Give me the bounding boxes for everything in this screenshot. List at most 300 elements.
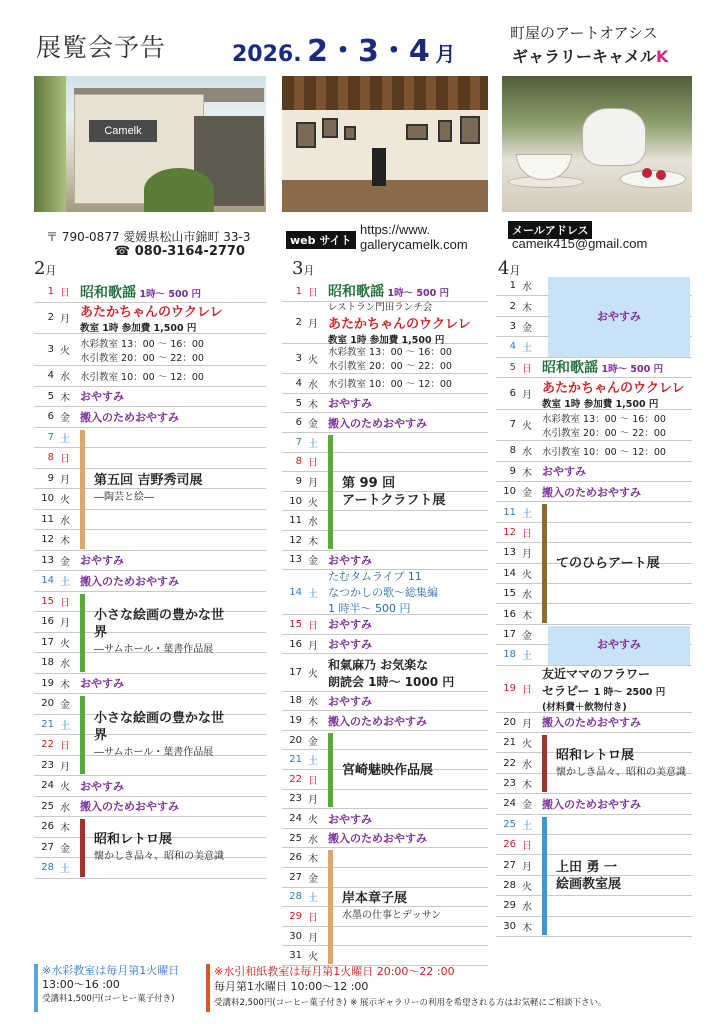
website-url-line1: https://www. xyxy=(360,222,431,237)
day-number: 23 xyxy=(41,759,54,771)
day-number: 1 xyxy=(295,285,302,297)
calendar-row xyxy=(34,428,266,449)
weekday: 土 xyxy=(308,756,318,768)
day-number: 10 xyxy=(503,486,516,498)
event-cell xyxy=(76,282,266,302)
weekday: 木 xyxy=(522,467,532,479)
weekday: 月 xyxy=(308,318,318,330)
day-number: 2 xyxy=(509,300,516,312)
exhibit-bar xyxy=(80,819,85,877)
exhibit-bar xyxy=(542,817,547,935)
day-number: 18 xyxy=(289,695,302,707)
exhibit-name: 絵画教室展 xyxy=(556,876,622,892)
calendar-row xyxy=(282,394,488,414)
day-number: 28 xyxy=(289,891,302,903)
event-cell xyxy=(76,369,266,383)
closed-note: おやすみ xyxy=(80,779,124,793)
calendar-row xyxy=(496,358,692,378)
weekday: 火 xyxy=(308,815,318,827)
weekday: 月 xyxy=(522,718,532,730)
weekday: 水 xyxy=(522,759,532,771)
event-title: 昭和歌謡 xyxy=(80,284,136,301)
day-number: 21 xyxy=(289,754,302,766)
day-number: 1 xyxy=(509,280,516,292)
event-title: あたかちゃんのウクレレ xyxy=(328,316,471,332)
weekday: 水 xyxy=(522,902,532,914)
weekday: 月 xyxy=(308,640,318,652)
exhibit-bar xyxy=(80,594,85,672)
day-number: 12 xyxy=(503,527,516,539)
calendar-row xyxy=(34,366,266,387)
weekday: 水 xyxy=(308,697,318,709)
month-number: 4 xyxy=(498,258,510,279)
weekday: 水 xyxy=(522,590,532,602)
weekday: 月 xyxy=(60,314,70,326)
exhibit-bar xyxy=(542,504,547,622)
weekday: 木 xyxy=(308,854,318,866)
artwork-shape xyxy=(406,124,428,140)
exhibit-name: 界 xyxy=(94,625,108,641)
weekday: 金 xyxy=(522,631,532,643)
teapot-shape xyxy=(582,108,646,166)
day-number: 24 xyxy=(503,798,516,810)
day-number: 4 xyxy=(509,341,516,353)
exhibit-subtitle: 水墨の仕事とデッサン xyxy=(342,910,442,922)
weekday: 月 xyxy=(308,932,318,944)
event-cell xyxy=(538,377,692,410)
event-cell xyxy=(538,444,692,458)
day-number: 6 xyxy=(509,387,516,399)
day-number: 30 xyxy=(503,920,516,932)
day-number: 23 xyxy=(503,777,516,789)
weekday: 土 xyxy=(60,433,70,445)
event-title: 昭和歌謡 xyxy=(328,284,384,301)
day-number: 17 xyxy=(41,636,54,648)
weekday: 金 xyxy=(522,800,532,812)
calendar-row xyxy=(34,387,266,408)
calendar-row xyxy=(282,374,488,394)
day-number: 26 xyxy=(41,821,54,833)
weekday: 日 xyxy=(308,913,318,925)
event-cell xyxy=(76,336,266,364)
calendar-row xyxy=(282,453,488,473)
weekday: 金 xyxy=(60,700,70,712)
weekday: 火 xyxy=(308,354,318,366)
day-number: 9 xyxy=(295,475,302,487)
closed-note: おやすみ xyxy=(328,397,372,411)
day-number: 11 xyxy=(289,515,302,527)
event-detail: なつかしの歌～総集編 xyxy=(328,586,438,600)
weekday: 月 xyxy=(308,795,318,807)
closed-box: おやすみ xyxy=(548,277,690,357)
weekday: 火 xyxy=(522,569,532,581)
website-link[interactable] xyxy=(360,222,468,252)
weekday: 土 xyxy=(522,508,532,520)
event-detail: レストラン門田ランチ会 xyxy=(328,301,433,313)
event-detail: 朗読会 1時～ 1000 円 xyxy=(328,674,455,689)
fee-note: 受講料2,500円(コーヒー菓子付き) xyxy=(214,998,347,1008)
month-unit: 月 xyxy=(509,264,521,277)
event-cell xyxy=(324,568,488,616)
day-number: 13 xyxy=(503,547,516,559)
day-number: 17 xyxy=(289,667,302,678)
calendar-row xyxy=(282,615,488,635)
calendar-row xyxy=(496,584,692,604)
weekday: 土 xyxy=(60,577,70,589)
event-block xyxy=(542,411,692,439)
exhibit-subtitle: ―サムホール・葉書作品展 xyxy=(94,644,214,656)
exhibit-bar xyxy=(80,430,85,549)
event-cell xyxy=(324,636,488,652)
event-block xyxy=(328,568,488,616)
page-title: 展覧会予告 xyxy=(36,33,167,62)
closed-note: 搬入のためおやすみ xyxy=(80,574,179,588)
weekday: 火 xyxy=(522,421,532,433)
exhibit-name: 第 99 回 xyxy=(342,475,396,491)
day-number: 5 xyxy=(509,361,516,373)
event-cell xyxy=(76,675,266,691)
weekday: 日 xyxy=(522,363,532,375)
weekday: 日 xyxy=(60,288,70,300)
exhibit-title xyxy=(94,831,264,865)
exhibit-title xyxy=(556,859,690,893)
day-number: 11 xyxy=(41,513,54,525)
day-number: 14 xyxy=(503,567,516,579)
calendar-row xyxy=(34,448,266,469)
event-block xyxy=(328,344,488,372)
exhibit-name: 昭和レトロ展 xyxy=(556,747,635,763)
weekday: 月 xyxy=(522,389,532,401)
exhibit-title xyxy=(342,890,486,924)
exhibit-name: 第五回 吉野秀司展 xyxy=(94,473,203,489)
weekday: 水 xyxy=(60,802,70,814)
calendar-row xyxy=(34,797,266,818)
exhibit-subtitle: 懐かしき品々、昭和の美意識 xyxy=(94,850,224,862)
calendar-row xyxy=(496,794,692,814)
weekday: 火 xyxy=(308,497,318,509)
weekday: 木 xyxy=(60,392,70,404)
mail-tag: メールアドレス xyxy=(508,221,592,239)
artwork-shape xyxy=(344,126,356,140)
weekday: 日 xyxy=(308,287,318,299)
day-number: 4 xyxy=(47,370,54,382)
exhibit-title xyxy=(342,475,486,509)
exhibit-title xyxy=(556,555,690,572)
period-heading xyxy=(232,26,455,70)
month-number: 3 xyxy=(292,258,304,279)
calendar-row xyxy=(496,896,692,916)
weekday: 金 xyxy=(308,736,318,748)
day-number: 9 xyxy=(509,465,516,477)
calendar-row xyxy=(496,502,692,522)
day-number: 28 xyxy=(503,879,516,891)
bush-shape xyxy=(144,168,214,212)
day-number: 11 xyxy=(503,506,516,518)
exhibit-bar xyxy=(328,850,333,964)
calendar-february xyxy=(34,282,266,879)
day-number: 3 xyxy=(295,352,302,364)
calendar-row xyxy=(496,835,692,855)
exhibit-title xyxy=(94,472,264,506)
event-cell xyxy=(538,796,692,812)
day-number: 3 xyxy=(509,320,516,332)
month-label-feb xyxy=(34,258,56,279)
event-cell xyxy=(538,463,692,479)
day-number: 20 xyxy=(289,734,302,746)
event-detail: 水引教室 10：00 ～ 12：00 xyxy=(80,371,204,383)
weekday: 土 xyxy=(308,893,318,905)
day-number: 12 xyxy=(41,534,54,546)
weekday: 土 xyxy=(60,864,70,876)
closed-note: おやすみ xyxy=(80,390,124,404)
address: 〒 790-0877 愛媛県松山市錦町 33-3 xyxy=(46,230,251,244)
event-cell xyxy=(324,713,488,729)
exhibit-title xyxy=(556,747,690,781)
day-number: 4 xyxy=(295,377,302,389)
gallery-name-k: K xyxy=(656,47,669,66)
closed-note: おやすみ xyxy=(80,554,124,568)
day-number: 20 xyxy=(503,716,516,728)
event-block xyxy=(328,299,488,346)
gallery-subtitle: 町屋のアートオアシス xyxy=(510,24,658,42)
weekday: 火 xyxy=(60,495,70,507)
event-detail: 1時～ 500 円 xyxy=(387,288,450,300)
weekday: 日 xyxy=(60,741,70,753)
day-number: 7 xyxy=(47,431,54,443)
day-number: 15 xyxy=(41,595,54,607)
exhibit-name: 昭和レトロ展 xyxy=(94,831,173,847)
month-unit: 月 xyxy=(303,264,315,277)
day-number: 27 xyxy=(289,871,302,883)
exhibit-name: アートクラフト展 xyxy=(342,492,446,508)
weekday: 木 xyxy=(60,679,70,691)
weekday: 火 xyxy=(522,881,532,893)
event-detail: (材料費＋飲物付き) xyxy=(542,701,627,713)
day-number: 26 xyxy=(503,839,516,851)
day-number: 25 xyxy=(503,818,516,830)
exhibit-name: 岸本章子展 xyxy=(342,891,408,907)
event-title: あたかちゃんのウクレレ xyxy=(80,305,223,321)
weekday: 木 xyxy=(308,536,318,548)
artwork-shape xyxy=(296,122,316,148)
calendar-row xyxy=(282,711,488,731)
exhibit-name: 上田 勇 一 xyxy=(556,859,618,875)
event-cell xyxy=(76,573,266,589)
day-number: 28 xyxy=(41,862,54,874)
berry-shape xyxy=(656,170,666,180)
weekday: 火 xyxy=(60,346,70,358)
event-detail: 教室 1時 参加費 1,500 円 xyxy=(80,323,197,335)
event-cell xyxy=(538,484,692,500)
calendar-row xyxy=(496,482,692,502)
event-block xyxy=(542,377,692,410)
exhibit-bar xyxy=(542,735,547,792)
day-number: 19 xyxy=(41,677,54,689)
closed-note: おやすみ xyxy=(542,465,586,479)
note-line: ※水引和紙教室は毎月第1火曜日 20:00～22 :00 xyxy=(214,965,455,978)
day-number: 5 xyxy=(47,390,54,402)
gallery-name xyxy=(512,44,668,67)
calendar-row xyxy=(282,927,488,947)
event-cell xyxy=(324,811,488,827)
weekday: 日 xyxy=(308,775,318,787)
day-number: 22 xyxy=(289,773,302,785)
event-detail: 教室 1時 参加費 1,500 円 xyxy=(542,398,659,410)
phone-number[interactable]: ☎ 080-3164-2770 xyxy=(114,244,246,259)
event-cell xyxy=(76,301,266,334)
weekday: 日 xyxy=(522,841,532,853)
note-line: 毎月第1水曜日 10:00～12 :00 xyxy=(214,980,369,993)
weekday: 水 xyxy=(522,447,532,459)
event-cell xyxy=(538,665,692,713)
weekday: 金 xyxy=(522,322,532,334)
closed-note: 搬入のためおやすみ xyxy=(80,800,179,814)
closed-note: おやすみ xyxy=(328,618,372,632)
email-link[interactable]: cameik415@gmail.com xyxy=(512,236,648,251)
weekday: 日 xyxy=(308,620,318,632)
plate-shape xyxy=(620,170,686,188)
day-number: 16 xyxy=(289,638,302,650)
day-number: 29 xyxy=(289,911,302,923)
note-line: 受講料1,500円(コーヒー菓子付き) xyxy=(42,994,175,1004)
weekday: 月 xyxy=(522,549,532,561)
event-detail: 水彩教室 13：00 ～ 16：00 xyxy=(542,413,666,425)
event-title: たむタムライブ 11 xyxy=(328,570,422,584)
calendar-row xyxy=(282,344,488,374)
weekday: 月 xyxy=(60,618,70,630)
event-cell xyxy=(324,299,488,346)
day-number: 5 xyxy=(295,397,302,409)
day-number: 26 xyxy=(289,852,302,864)
day-number: 10 xyxy=(289,495,302,507)
exhibit-subtitle: ―陶芸と絵― xyxy=(94,492,154,504)
day-number: 30 xyxy=(289,930,302,942)
calendar-march xyxy=(282,282,488,966)
day-number: 2 xyxy=(295,316,302,328)
weekday: 木 xyxy=(522,922,532,934)
day-number: 1 xyxy=(47,286,54,298)
event-detail: 水彩教室 13：00 ～ 16：00 xyxy=(328,347,452,359)
day-number: 18 xyxy=(41,657,54,669)
day-number: 2 xyxy=(47,312,54,324)
day-number: 7 xyxy=(295,436,302,448)
event-cell xyxy=(324,830,488,846)
calendar-row xyxy=(496,378,692,410)
event-detail: 水引教室 10：00 ～ 12：00 xyxy=(542,446,666,458)
weekday: 水 xyxy=(308,834,318,846)
exhibit-name: 小さな絵画の豊かな世 xyxy=(94,710,225,726)
day-number: 15 xyxy=(289,618,302,630)
closed-note: 搬入のためおやすみ xyxy=(542,485,641,499)
event-detail: 1 時～ 2500 円 xyxy=(593,686,666,698)
day-number: 8 xyxy=(295,456,302,468)
calendar-row xyxy=(282,302,488,344)
weekday: 金 xyxy=(60,556,70,568)
berry-shape xyxy=(642,168,652,178)
weekday: 木 xyxy=(60,823,70,835)
calendar-row xyxy=(282,433,488,453)
calendar-row xyxy=(496,462,692,482)
calendar-row xyxy=(282,692,488,712)
calendar-april xyxy=(496,276,692,937)
weekday: 火 xyxy=(60,638,70,650)
day-number: 22 xyxy=(41,739,54,751)
weekday: 月 xyxy=(522,861,532,873)
calendar-row xyxy=(282,531,488,551)
closed-note: 搬入のためおやすみ xyxy=(80,410,179,424)
day-number: 25 xyxy=(289,832,302,844)
artwork-shape xyxy=(460,116,480,144)
artwork-shape xyxy=(438,120,452,142)
day-number: 7 xyxy=(509,419,516,431)
event-detail: 1時～ 500 円 xyxy=(139,288,202,300)
weekday: 水 xyxy=(60,372,70,384)
teapot-photo xyxy=(502,76,692,212)
day-number: 31 xyxy=(289,950,302,962)
day-number: 27 xyxy=(503,859,516,871)
weekday: 月 xyxy=(60,474,70,486)
calendar-row xyxy=(282,868,488,888)
gallery-interior-photo xyxy=(282,76,488,212)
weekday: 水 xyxy=(60,515,70,527)
event-cell xyxy=(76,388,266,404)
calendar-row xyxy=(34,551,266,572)
weekday: 金 xyxy=(308,556,318,568)
event-cell xyxy=(76,409,266,425)
event-cell xyxy=(324,376,488,390)
weekday: 木 xyxy=(522,779,532,791)
month-label-mar xyxy=(292,258,314,279)
event-block xyxy=(80,336,266,364)
event-title: 和氣麻乃 お気楽な xyxy=(328,657,429,672)
day-number: 6 xyxy=(47,411,54,423)
gallery-name-text: ギャラリーキャメル xyxy=(512,47,657,66)
day-number: 19 xyxy=(503,683,516,695)
day-number: 18 xyxy=(503,649,516,661)
exhibit-name: 宮崎魅映作品展 xyxy=(342,762,434,778)
day-number: 29 xyxy=(503,900,516,912)
weekday: 火 xyxy=(308,669,318,680)
weekday: 土 xyxy=(60,720,70,732)
weekday: 土 xyxy=(522,343,532,355)
calendar-row xyxy=(34,571,266,592)
event-title: 昭和歌謡 xyxy=(542,360,598,377)
calendar-row xyxy=(496,604,692,624)
tree-shape xyxy=(34,76,66,212)
weekday: 土 xyxy=(308,588,318,600)
calendar-row xyxy=(34,530,266,551)
weekday: 水 xyxy=(60,659,70,671)
event-cell xyxy=(76,552,266,568)
day-number: 8 xyxy=(47,452,54,464)
weekday: 月 xyxy=(60,761,70,773)
day-number: 24 xyxy=(41,780,54,792)
weekday: 木 xyxy=(522,302,532,314)
exhibit-title xyxy=(342,762,486,779)
exhibit-bar xyxy=(328,435,333,549)
event-cell xyxy=(324,415,488,431)
months: 2・3・4 xyxy=(307,34,430,69)
weekday: 火 xyxy=(308,952,318,964)
day-number: 8 xyxy=(509,445,516,457)
calendar-row xyxy=(34,674,266,695)
note-line xyxy=(214,994,692,1011)
event-detail: 水引教室 20：00 ～ 22：00 xyxy=(328,361,452,373)
weekday: 木 xyxy=(522,610,532,622)
weekday: 水 xyxy=(308,517,318,529)
consult-note: ※ 展示ギャラリーの利用を希望される方はお気軽にご相談下さい。 xyxy=(350,998,607,1008)
weekday: 金 xyxy=(308,873,318,885)
